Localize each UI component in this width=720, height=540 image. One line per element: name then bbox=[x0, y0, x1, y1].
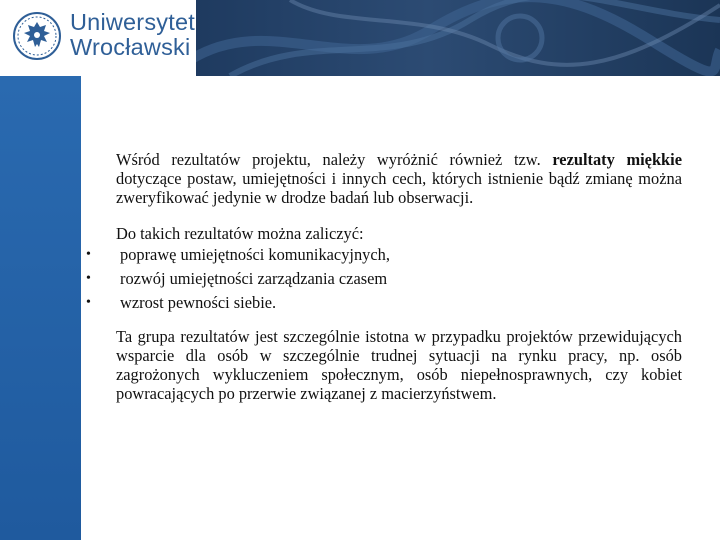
paragraph-target-groups: Ta grupa rezultatów jest szczególnie istotna w przypadku projektów przewidujących wsparcie dla osób w szczególnie trudnej sytuacji na rynku pracy, np. osób zagrożonych wykluczeniem społecznym, osób niepełnosprawnych, czy kobiet powracających po przerwie związanej z macierzyństwem. bbox=[116, 327, 682, 403]
swirl-decoration-icon bbox=[190, 0, 720, 76]
list-item bbox=[86, 243, 682, 267]
bullet-list bbox=[86, 243, 682, 315]
list-item-text: rozwój umiejętności zarządzania czasem bbox=[120, 269, 388, 288]
list-item-text: wzrost pewności siebie. bbox=[120, 293, 277, 312]
left-sidebar-bar bbox=[0, 76, 81, 540]
university-name bbox=[70, 10, 195, 60]
para1-bold-term: rezultaty miękkie bbox=[552, 150, 682, 169]
list-item bbox=[86, 291, 682, 315]
para1-start: Wśród rezultatów projektu, należy wyróżnić również tzw. bbox=[116, 150, 553, 169]
university-eagle-emblem-icon bbox=[12, 11, 62, 61]
para1-end: dotyczące postaw, umiejętności i innych cech, których istnienie bądź zmianę można zweryfikować jedynie w drodze badań lub obserwacji. bbox=[116, 169, 682, 207]
bullet-icon: • bbox=[86, 271, 91, 286]
list-item bbox=[86, 267, 682, 291]
bullet-icon: • bbox=[86, 247, 91, 262]
list-intro: Do takich rezultatów można zaliczyć: bbox=[116, 224, 364, 243]
university-name-line1: Uniwersytet bbox=[70, 9, 195, 35]
bullet-icon: • bbox=[86, 295, 91, 310]
logo[interactable] bbox=[0, 0, 196, 76]
header-band bbox=[0, 0, 720, 76]
slide-content bbox=[86, 150, 682, 403]
paragraph-soft-results bbox=[116, 150, 682, 207]
list-item-text: poprawę umiejętności komunikacyjnych, bbox=[120, 245, 390, 264]
university-name-line2: Wrocławski bbox=[70, 34, 191, 60]
